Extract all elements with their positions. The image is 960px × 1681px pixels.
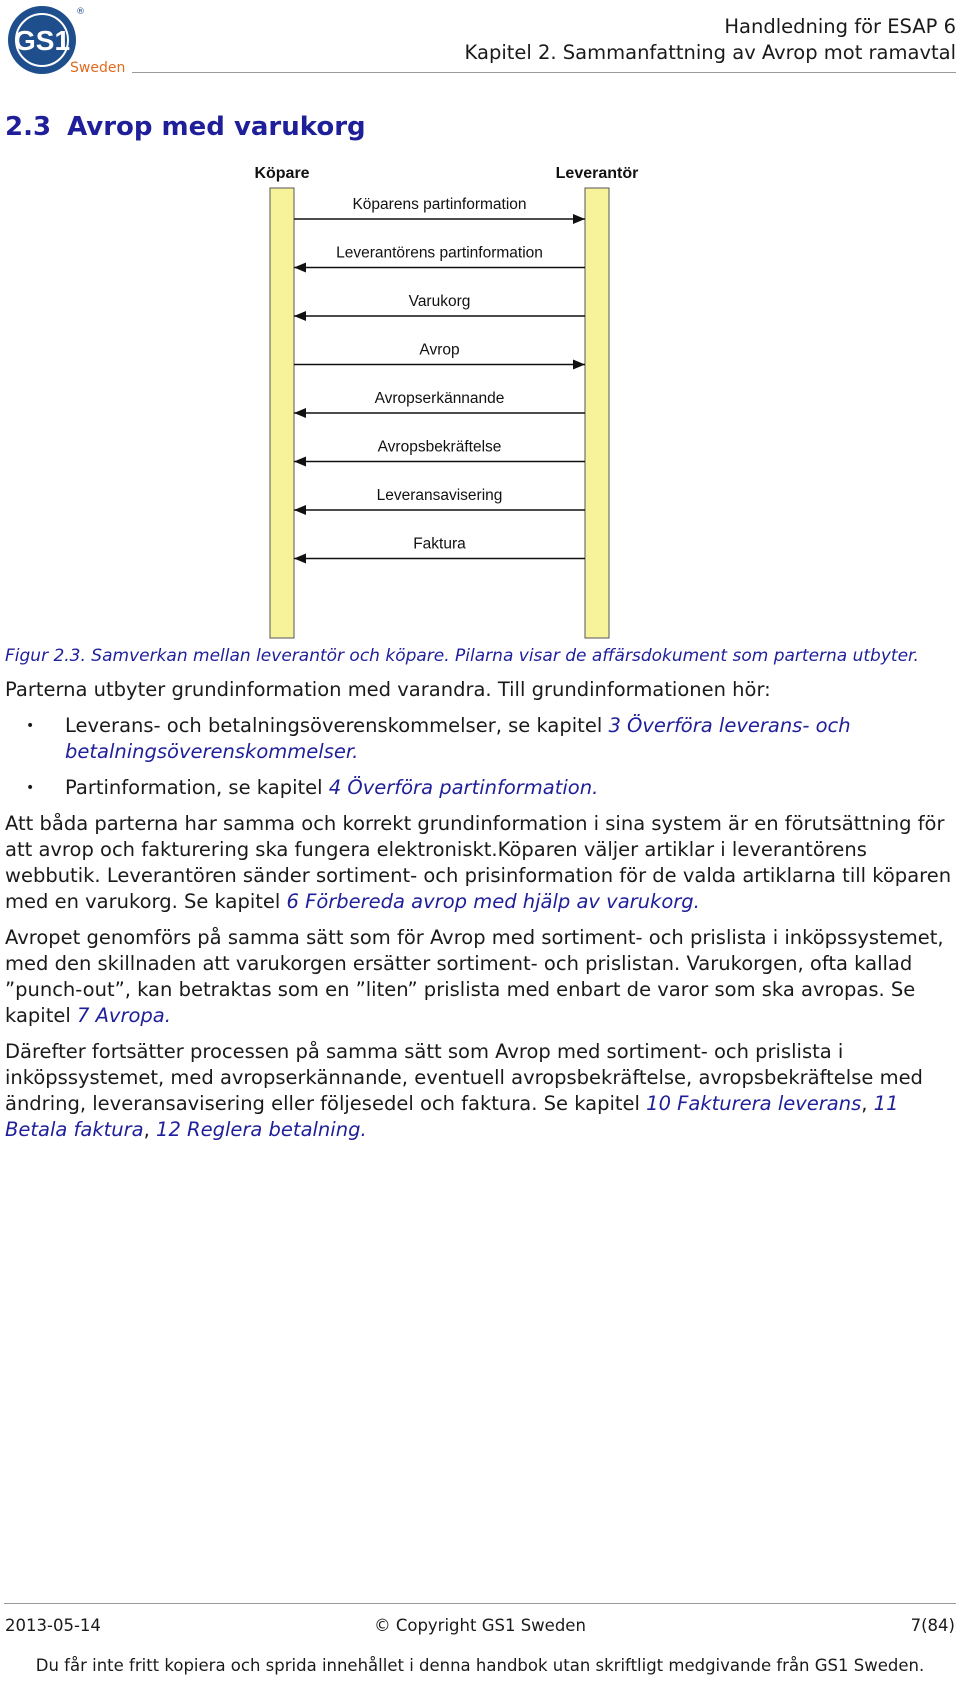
separator: ,: [143, 1118, 157, 1141]
list-item: [5, 775, 953, 801]
page-number: 7(84): [910, 1616, 955, 1635]
list-item-text: Leverans- och betalningsöverenskommelser, se kapitel: [65, 714, 609, 737]
sequence-diagram: [250, 164, 700, 644]
list-item-punct: .: [592, 776, 599, 799]
message-label: Varukorg: [408, 293, 471, 310]
link-chapter-12[interactable]: 12 Reglera betalning: [156, 1118, 361, 1141]
paragraph-darefter: [5, 1039, 953, 1143]
link-chapter-6[interactable]: 6 Förbereda avrop med hjälp av varukorg: [286, 890, 694, 913]
logo-mark: GS1: [13, 25, 71, 56]
paragraph-grundinformation: [5, 811, 953, 915]
footer-date: 2013-05-14: [5, 1616, 101, 1635]
lifeline-buyer: [270, 188, 294, 638]
logo-sub: Sweden: [70, 60, 126, 76]
chapter-title: Kapitel 2. Sammanfattning av Avrop mot ramavtal: [464, 41, 956, 64]
intro-paragraph: Parterna utbyter grundinformation med varandra. Till grundinformationen hör:: [5, 678, 771, 701]
logo-registered: ®: [76, 7, 85, 17]
section-number: 2.3: [5, 112, 52, 142]
list-item-text: Partinformation, se kapitel: [65, 776, 329, 799]
paragraph-punct: .: [693, 890, 700, 913]
message-group: [294, 196, 585, 559]
paragraph-text: Att båda parterna har samma och korrekt grundinformation i sina system är en förutsättning för att avrop och fakturering ska fungera elektroniskt.Köparen väljer artiklar i leverantörens webbutik. Leverantören sänder sortiment- och prisinformation för de valda artiklarna till köparen med en varukorg. Se kapitel: [5, 812, 952, 913]
paragraph-text: Därefter fortsätter processen på samma sätt som Avrop med sortiment- och prislista i inköpssystemet, med avropserkännande, eventuell avropsbekräftelse, avropsbekräftelse med ändring, leveransavisering eller följesedel och faktura. Se kapitel: [5, 1040, 923, 1115]
message-label: Köparens partinformation: [352, 196, 527, 213]
actor-supplier: Leverantör: [555, 165, 639, 182]
footer-divider: [4, 1603, 956, 1604]
gs1-sweden-logo: [4, 4, 126, 76]
message-label: Leverantörens partinformation: [336, 244, 543, 262]
message-label: Avropserkännande: [374, 390, 505, 407]
link-chapter-3[interactable]: 3 Överföra leverans- och betalningsöverenskommelser: [65, 714, 851, 763]
body-content: [5, 677, 953, 1153]
page-footer: [5, 1616, 955, 1638]
page-header: [465, 14, 956, 66]
doc-title: Handledning för ESAP 6: [724, 15, 956, 38]
bullet-list: [5, 713, 953, 801]
link-chapter-4[interactable]: 4 Överföra partinformation: [328, 776, 593, 799]
paragraph-avropet: [5, 925, 953, 1029]
message-label: Avropsbekräftelse: [377, 438, 502, 456]
separator: ,: [861, 1092, 874, 1115]
message-label: Avrop: [419, 341, 460, 359]
footer-copyright: © Copyright GS1 Sweden: [374, 1616, 586, 1635]
message-label: Leveransavisering: [376, 487, 503, 504]
message-label: Faktura: [413, 535, 466, 553]
header-divider: [132, 72, 956, 73]
list-item-punct: .: [352, 740, 359, 763]
lifeline-supplier: [585, 188, 609, 638]
paragraph-text: Avropet genomförs på samma sätt som för Avrop med sortiment- och prislista i inköpssystemet, med den skillnaden att varukorgen ersätter sortiment- och prislistan. Varukorgen, ofta kallad ”punch-out”, kan betraktas som en ”liten” prislista med enbart de varor som ska avropas. Se kapitel: [5, 926, 944, 1027]
link-chapter-11[interactable]: 11 Betala faktura: [5, 1092, 899, 1141]
copyright-notice: Du får inte fritt kopiera och sprida innehållet i denna handbok utan skriftligt medgivande från GS1 Sweden.: [35, 1656, 925, 1675]
figure-caption: Figur 2.3. Samverkan mellan leverantör och köpare. Pilarna visar de affärsdokument som parterna utbyter.: [5, 646, 919, 666]
link-chapter-7[interactable]: 7 Avropa: [76, 1004, 165, 1027]
paragraph-punct: .: [164, 1004, 171, 1027]
section-heading: [5, 112, 366, 142]
list-item: [5, 713, 953, 765]
bullet-icon: •: [26, 718, 35, 734]
paragraph-punct: .: [360, 1118, 367, 1141]
section-title: Avrop med varukorg: [67, 112, 366, 142]
actor-buyer: Köpare: [254, 165, 310, 182]
bullet-icon: •: [26, 780, 35, 796]
link-chapter-10[interactable]: 10 Fakturera leverans: [646, 1092, 862, 1115]
